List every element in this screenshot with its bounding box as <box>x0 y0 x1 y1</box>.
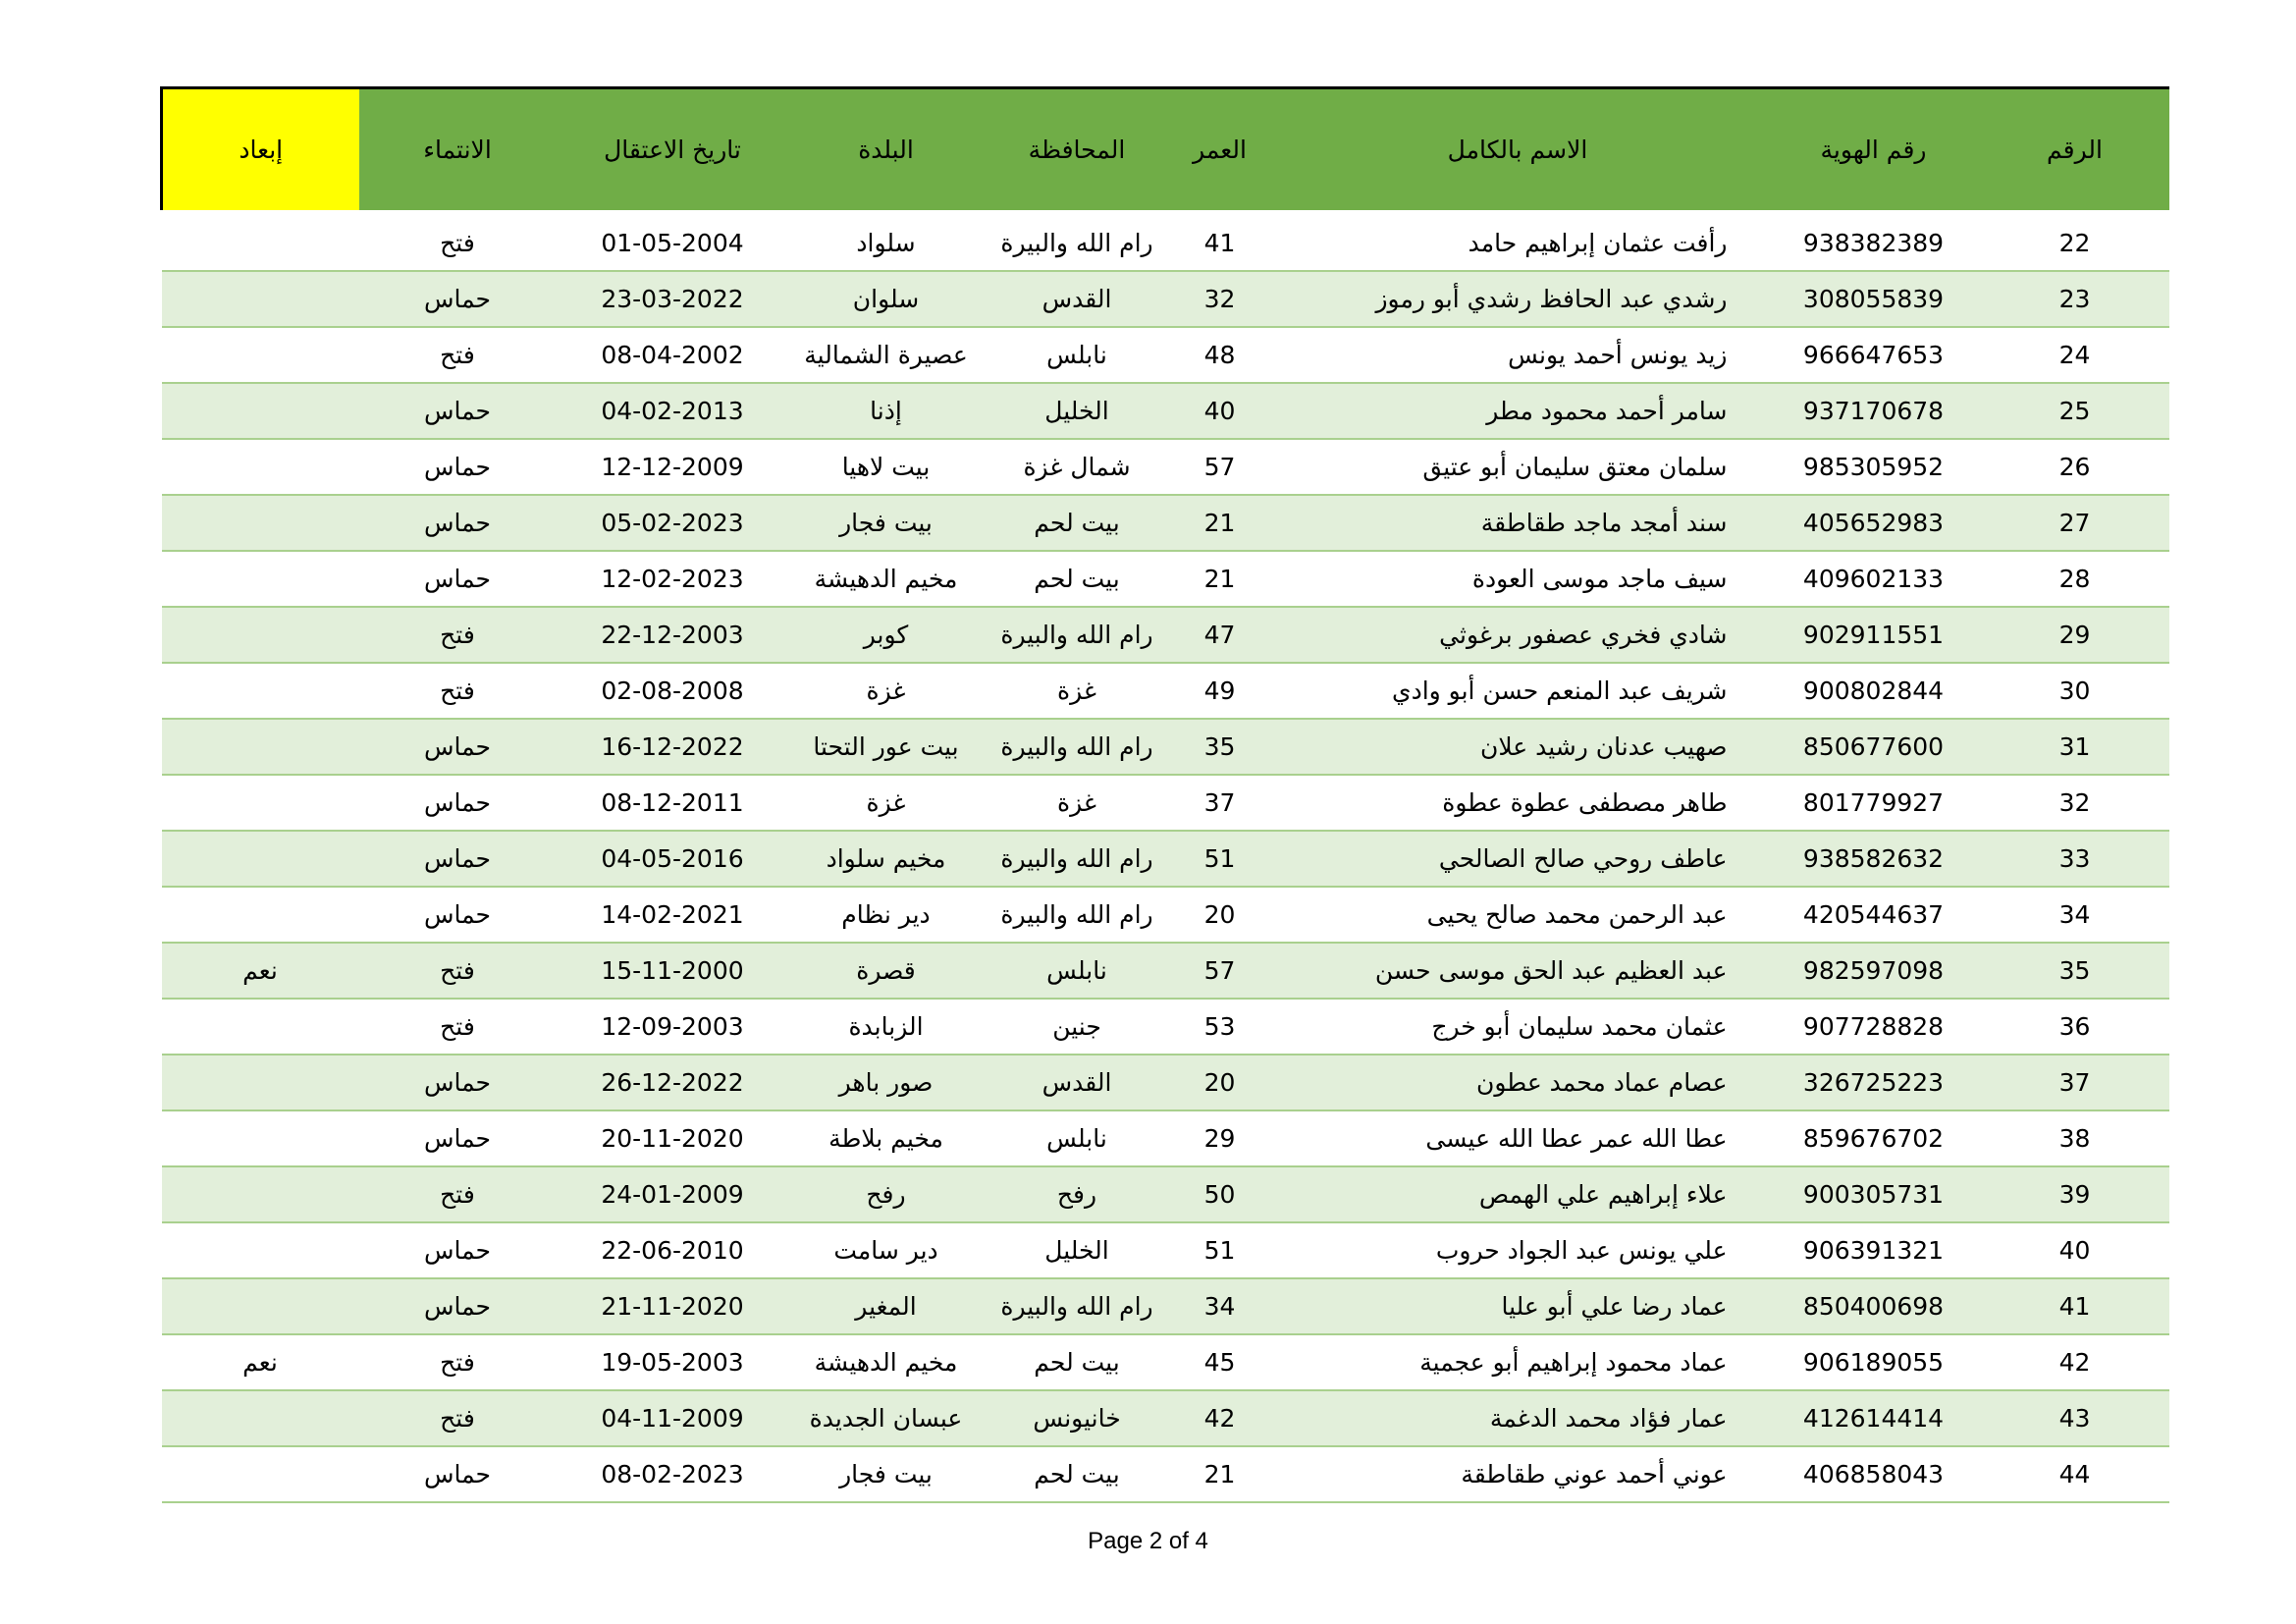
prisoner-table-container <box>160 86 2167 1503</box>
cell-number: 42 <box>1981 1334 2169 1390</box>
cell-id-number: 409602133 <box>1767 551 1981 607</box>
cell-full-name: عاطف روحي صالح الصالحي <box>1269 831 1767 887</box>
cell-governorate: خانيونس <box>984 1390 1171 1446</box>
cell-affiliation: حماس <box>359 495 557 551</box>
cell-full-name: سيف ماجد موسى العودة <box>1269 551 1767 607</box>
cell-full-name: رشدي عبد الحافظ رشدي أبو رموز <box>1269 271 1767 327</box>
cell-id-number: 850677600 <box>1767 719 1981 775</box>
cell-governorate: بيت لحم <box>984 1334 1171 1390</box>
cell-town: بيت فجار <box>789 1446 984 1502</box>
table-row <box>162 551 2169 607</box>
cell-deportation <box>162 1390 359 1446</box>
cell-number: 35 <box>1981 943 2169 999</box>
cell-deportation <box>162 887 359 943</box>
table-row <box>162 831 2169 887</box>
cell-affiliation: حماس <box>359 831 557 887</box>
cell-number: 23 <box>1981 271 2169 327</box>
cell-deportation <box>162 719 359 775</box>
cell-age: 41 <box>1171 216 1269 271</box>
cell-deportation <box>162 831 359 887</box>
header-arrest-date: تاريخ الاعتقال <box>557 88 789 211</box>
table-row <box>162 719 2169 775</box>
cell-id-number: 966647653 <box>1767 327 1981 383</box>
cell-arrest-date: 04-02-2013 <box>557 383 789 439</box>
table-row <box>162 1334 2169 1390</box>
table-row <box>162 887 2169 943</box>
cell-age: 48 <box>1171 327 1269 383</box>
cell-number: 44 <box>1981 1446 2169 1502</box>
header-town: البلدة <box>789 88 984 211</box>
cell-affiliation: فتح <box>359 1334 557 1390</box>
cell-affiliation: حماس <box>359 1446 557 1502</box>
cell-full-name: رأفت عثمان إبراهيم حامد <box>1269 216 1767 271</box>
cell-deportation: نعم <box>162 943 359 999</box>
header-id-number: رقم الهوية <box>1767 88 1981 211</box>
cell-full-name: طاهر مصطفى عطوة عطوة <box>1269 775 1767 831</box>
cell-id-number: 937170678 <box>1767 383 1981 439</box>
cell-town: مخيم الدهيشة <box>789 1334 984 1390</box>
cell-id-number: 938382389 <box>1767 216 1981 271</box>
cell-number: 24 <box>1981 327 2169 383</box>
cell-governorate: رام الله والبيرة <box>984 887 1171 943</box>
cell-full-name: شادي فخري عصفور برغوثي <box>1269 607 1767 663</box>
cell-id-number: 982597098 <box>1767 943 1981 999</box>
table-row <box>162 663 2169 719</box>
cell-town: قصرة <box>789 943 984 999</box>
table-row <box>162 999 2169 1055</box>
cell-age: 50 <box>1171 1166 1269 1222</box>
cell-id-number: 902911551 <box>1767 607 1981 663</box>
cell-arrest-date: 02-08-2008 <box>557 663 789 719</box>
cell-number: 29 <box>1981 607 2169 663</box>
cell-age: 45 <box>1171 1334 1269 1390</box>
cell-affiliation: حماس <box>359 775 557 831</box>
cell-age: 34 <box>1171 1278 1269 1334</box>
cell-number: 30 <box>1981 663 2169 719</box>
cell-deportation <box>162 439 359 495</box>
cell-arrest-date: 12-02-2023 <box>557 551 789 607</box>
cell-arrest-date: 16-12-2022 <box>557 719 789 775</box>
cell-id-number: 308055839 <box>1767 271 1981 327</box>
cell-age: 40 <box>1171 383 1269 439</box>
cell-deportation <box>162 495 359 551</box>
cell-number: 43 <box>1981 1390 2169 1446</box>
cell-town: المغير <box>789 1278 984 1334</box>
cell-full-name: عبد العظيم عبد الحق موسى حسن <box>1269 943 1767 999</box>
cell-arrest-date: 15-11-2000 <box>557 943 789 999</box>
cell-arrest-date: 20-11-2020 <box>557 1110 789 1166</box>
cell-affiliation: فتح <box>359 327 557 383</box>
cell-full-name: سلمان معتق سليمان أبو عتيق <box>1269 439 1767 495</box>
cell-governorate: الخليل <box>984 383 1171 439</box>
cell-deportation <box>162 607 359 663</box>
table-row <box>162 607 2169 663</box>
cell-governorate: بيت لحم <box>984 495 1171 551</box>
cell-age: 32 <box>1171 271 1269 327</box>
cell-governorate: القدس <box>984 1055 1171 1110</box>
cell-deportation <box>162 1278 359 1334</box>
cell-arrest-date: 08-04-2002 <box>557 327 789 383</box>
cell-number: 34 <box>1981 887 2169 943</box>
cell-arrest-date: 08-02-2023 <box>557 1446 789 1502</box>
cell-governorate: نابلس <box>984 327 1171 383</box>
cell-age: 21 <box>1171 1446 1269 1502</box>
cell-age: 35 <box>1171 719 1269 775</box>
cell-town: سلواد <box>789 216 984 271</box>
cell-affiliation: فتح <box>359 607 557 663</box>
prisoner-table <box>160 86 2169 1503</box>
cell-affiliation: حماس <box>359 271 557 327</box>
cell-id-number: 420544637 <box>1767 887 1981 943</box>
header-affiliation: الانتماء <box>359 88 557 211</box>
cell-affiliation: حماس <box>359 1055 557 1110</box>
header-row <box>162 88 2169 211</box>
cell-arrest-date: 12-12-2009 <box>557 439 789 495</box>
header-deportation: إبعاد <box>162 88 359 211</box>
table-row <box>162 943 2169 999</box>
cell-town: رفح <box>789 1166 984 1222</box>
cell-arrest-date: 23-03-2022 <box>557 271 789 327</box>
cell-arrest-date: 22-06-2010 <box>557 1222 789 1278</box>
cell-number: 28 <box>1981 551 2169 607</box>
header-full-name: الاسم بالكامل <box>1269 88 1767 211</box>
cell-age: 51 <box>1171 1222 1269 1278</box>
cell-full-name: عوني أحمد عوني طقاطقة <box>1269 1446 1767 1502</box>
cell-full-name: عمار فؤاد محمد الدغمة <box>1269 1390 1767 1446</box>
cell-full-name: علي يونس عبد الجواد حروب <box>1269 1222 1767 1278</box>
cell-arrest-date: 08-12-2011 <box>557 775 789 831</box>
cell-id-number: 906391321 <box>1767 1222 1981 1278</box>
cell-arrest-date: 14-02-2021 <box>557 887 789 943</box>
cell-arrest-date: 22-12-2003 <box>557 607 789 663</box>
cell-age: 47 <box>1171 607 1269 663</box>
cell-governorate: رام الله والبيرة <box>984 607 1171 663</box>
cell-town: بيت لاهيا <box>789 439 984 495</box>
cell-governorate: بيت لحم <box>984 551 1171 607</box>
cell-town: عبسان الجديدة <box>789 1390 984 1446</box>
cell-governorate: بيت لحم <box>984 1446 1171 1502</box>
cell-id-number: 985305952 <box>1767 439 1981 495</box>
table-row <box>162 1278 2169 1334</box>
cell-deportation <box>162 1110 359 1166</box>
cell-deportation <box>162 663 359 719</box>
cell-age: 21 <box>1171 495 1269 551</box>
cell-arrest-date: 24-01-2009 <box>557 1166 789 1222</box>
cell-full-name: علاء إبراهيم علي الهمص <box>1269 1166 1767 1222</box>
cell-arrest-date: 01-05-2004 <box>557 216 789 271</box>
cell-town: مخيم سلواد <box>789 831 984 887</box>
header-age: العمر <box>1171 88 1269 211</box>
table-row <box>162 1055 2169 1110</box>
cell-arrest-date: 04-11-2009 <box>557 1390 789 1446</box>
cell-affiliation: حماس <box>359 551 557 607</box>
cell-age: 49 <box>1171 663 1269 719</box>
cell-number: 33 <box>1981 831 2169 887</box>
cell-id-number: 405652983 <box>1767 495 1981 551</box>
table-row <box>162 383 2169 439</box>
cell-town: إذنا <box>789 383 984 439</box>
cell-governorate: رام الله والبيرة <box>984 719 1171 775</box>
cell-age: 57 <box>1171 439 1269 495</box>
cell-deportation <box>162 775 359 831</box>
cell-town: مخيم بلاطة <box>789 1110 984 1166</box>
cell-number: 37 <box>1981 1055 2169 1110</box>
cell-age: 51 <box>1171 831 1269 887</box>
cell-arrest-date: 04-05-2016 <box>557 831 789 887</box>
cell-town: سلوان <box>789 271 984 327</box>
cell-number: 38 <box>1981 1110 2169 1166</box>
table-row <box>162 216 2169 271</box>
cell-affiliation: فتح <box>359 216 557 271</box>
cell-town: كوبر <box>789 607 984 663</box>
table-row <box>162 439 2169 495</box>
cell-arrest-date: 19-05-2003 <box>557 1334 789 1390</box>
cell-affiliation: فتح <box>359 1166 557 1222</box>
table-row <box>162 327 2169 383</box>
cell-town: عصيرة الشمالية <box>789 327 984 383</box>
table-row <box>162 495 2169 551</box>
cell-deportation: نعم <box>162 1334 359 1390</box>
cell-governorate: رفح <box>984 1166 1171 1222</box>
cell-number: 22 <box>1981 216 2169 271</box>
cell-full-name: عماد محمود إبراهيم أبو عجمية <box>1269 1334 1767 1390</box>
cell-number: 32 <box>1981 775 2169 831</box>
cell-full-name: عبد الرحمن محمد صالح يحيى <box>1269 887 1767 943</box>
cell-governorate: رام الله والبيرة <box>984 216 1171 271</box>
header-number: الرقم <box>1981 88 2169 211</box>
cell-affiliation: حماس <box>359 1222 557 1278</box>
cell-affiliation: حماس <box>359 719 557 775</box>
cell-governorate: غزة <box>984 775 1171 831</box>
cell-affiliation: فتح <box>359 943 557 999</box>
table-row <box>162 1390 2169 1446</box>
cell-town: صور باهر <box>789 1055 984 1110</box>
cell-id-number: 938582632 <box>1767 831 1981 887</box>
cell-town: غزة <box>789 775 984 831</box>
cell-id-number: 406858043 <box>1767 1446 1981 1502</box>
cell-governorate: نابلس <box>984 1110 1171 1166</box>
cell-governorate: رام الله والبيرة <box>984 831 1171 887</box>
cell-town: دير سامت <box>789 1222 984 1278</box>
cell-age: 20 <box>1171 1055 1269 1110</box>
cell-town: بيت عور التحتا <box>789 719 984 775</box>
cell-affiliation: حماس <box>359 439 557 495</box>
table-row <box>162 1446 2169 1502</box>
cell-governorate: رام الله والبيرة <box>984 1278 1171 1334</box>
cell-governorate: القدس <box>984 271 1171 327</box>
cell-number: 25 <box>1981 383 2169 439</box>
cell-affiliation: حماس <box>359 1110 557 1166</box>
cell-full-name: عماد رضا علي أبو عليا <box>1269 1278 1767 1334</box>
cell-id-number: 326725223 <box>1767 1055 1981 1110</box>
page-footer: Page 2 of 4 <box>1088 1528 1208 1554</box>
cell-affiliation: حماس <box>359 1278 557 1334</box>
table-row <box>162 1110 2169 1166</box>
cell-affiliation: حماس <box>359 383 557 439</box>
cell-number: 31 <box>1981 719 2169 775</box>
cell-deportation <box>162 216 359 271</box>
table-row <box>162 1222 2169 1278</box>
cell-full-name: عثمان محمد سليمان أبو خرج <box>1269 999 1767 1055</box>
cell-id-number: 900802844 <box>1767 663 1981 719</box>
cell-number: 41 <box>1981 1278 2169 1334</box>
cell-full-name: شريف عبد المنعم حسن أبو وادي <box>1269 663 1767 719</box>
cell-full-name: عصام عماد محمد عطون <box>1269 1055 1767 1110</box>
cell-deportation <box>162 1446 359 1502</box>
cell-town: غزة <box>789 663 984 719</box>
cell-id-number: 850400698 <box>1767 1278 1981 1334</box>
table-body <box>162 216 2169 1502</box>
cell-age: 20 <box>1171 887 1269 943</box>
table-row <box>162 775 2169 831</box>
cell-deportation <box>162 551 359 607</box>
cell-full-name: سند أمجد ماجد طقاطقة <box>1269 495 1767 551</box>
cell-governorate: غزة <box>984 663 1171 719</box>
cell-affiliation: فتح <box>359 663 557 719</box>
cell-affiliation: فتح <box>359 999 557 1055</box>
cell-deportation <box>162 999 359 1055</box>
cell-id-number: 859676702 <box>1767 1110 1981 1166</box>
cell-deportation <box>162 1222 359 1278</box>
cell-town: دير نظام <box>789 887 984 943</box>
cell-age: 57 <box>1171 943 1269 999</box>
header-governorate: المحافظة <box>984 88 1171 211</box>
cell-id-number: 900305731 <box>1767 1166 1981 1222</box>
cell-full-name: صهيب عدنان رشيد علان <box>1269 719 1767 775</box>
table-header <box>162 88 2169 217</box>
table-row <box>162 1166 2169 1222</box>
cell-affiliation: فتح <box>359 1390 557 1446</box>
cell-deportation <box>162 271 359 327</box>
cell-deportation <box>162 1166 359 1222</box>
cell-age: 42 <box>1171 1390 1269 1446</box>
cell-id-number: 412614414 <box>1767 1390 1981 1446</box>
cell-governorate: شمال غزة <box>984 439 1171 495</box>
cell-governorate: نابلس <box>984 943 1171 999</box>
cell-full-name: سامر أحمد محمود مطر <box>1269 383 1767 439</box>
cell-affiliation: حماس <box>359 887 557 943</box>
cell-id-number: 906189055 <box>1767 1334 1981 1390</box>
cell-full-name: زيد يونس أحمد يونس <box>1269 327 1767 383</box>
cell-age: 29 <box>1171 1110 1269 1166</box>
cell-town: الزبابدة <box>789 999 984 1055</box>
table-row <box>162 271 2169 327</box>
cell-number: 39 <box>1981 1166 2169 1222</box>
cell-deportation <box>162 327 359 383</box>
cell-governorate: جنين <box>984 999 1171 1055</box>
cell-arrest-date: 21-11-2020 <box>557 1278 789 1334</box>
cell-full-name: عطا الله عمر عطا الله عيسى <box>1269 1110 1767 1166</box>
cell-governorate: الخليل <box>984 1222 1171 1278</box>
cell-arrest-date: 05-02-2023 <box>557 495 789 551</box>
cell-number: 40 <box>1981 1222 2169 1278</box>
cell-town: مخيم الدهيشة <box>789 551 984 607</box>
cell-number: 26 <box>1981 439 2169 495</box>
cell-id-number: 907728828 <box>1767 999 1981 1055</box>
cell-id-number: 801779927 <box>1767 775 1981 831</box>
cell-arrest-date: 12-09-2003 <box>557 999 789 1055</box>
cell-age: 37 <box>1171 775 1269 831</box>
cell-arrest-date: 26-12-2022 <box>557 1055 789 1110</box>
cell-number: 27 <box>1981 495 2169 551</box>
cell-deportation <box>162 383 359 439</box>
cell-number: 36 <box>1981 999 2169 1055</box>
cell-age: 21 <box>1171 551 1269 607</box>
cell-town: بيت فجار <box>789 495 984 551</box>
cell-deportation <box>162 1055 359 1110</box>
cell-age: 53 <box>1171 999 1269 1055</box>
